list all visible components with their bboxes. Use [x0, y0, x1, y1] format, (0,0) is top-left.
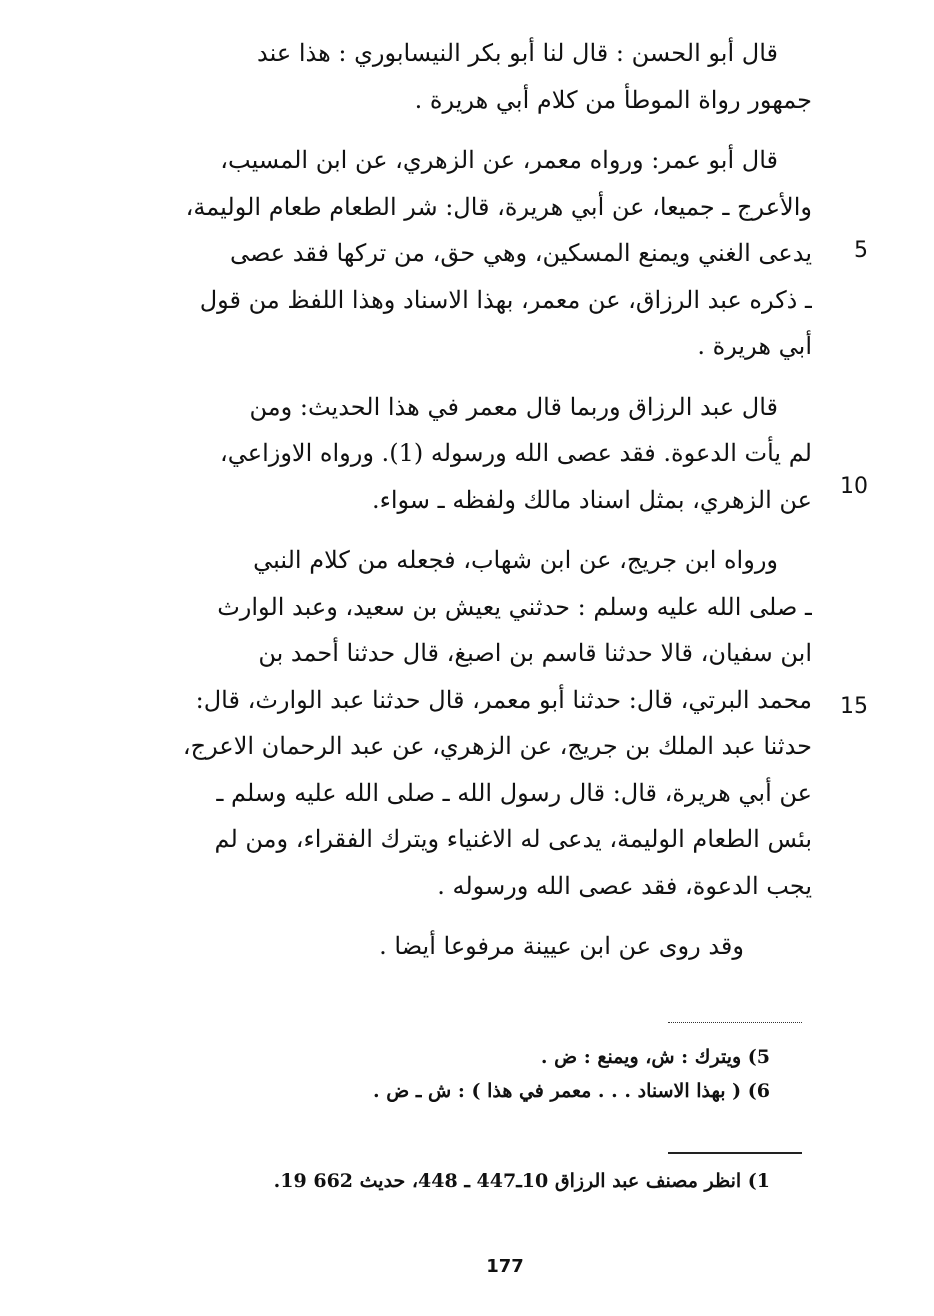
paragraph-3 — [160, 384, 812, 524]
page-number: 177 — [486, 1256, 524, 1277]
paragraph-5 — [160, 923, 812, 970]
line-number: 10 — [840, 474, 868, 499]
line-number: 15 — [840, 694, 868, 719]
text-line: لم يأت الدعوة. فقد عصى الله ورسوله (1). ورواه الاوزاعي، — [220, 439, 812, 467]
paragraph-4 — [160, 537, 812, 909]
text-line: قال عبد الرزاق وربما قال معمر في هذا الحديث: ومن — [249, 392, 778, 421]
text-line: ابن سفيان، قالا حدثنا قاسم بن اصبغ، قال حدثنا أحمد بن — [258, 639, 812, 667]
footnote: 1) انظر مصنف عبد الرزاق 10ـ447 ـ 448، حديث 662 19. — [273, 1170, 770, 1192]
text-line: ورواه ابن جريج، عن ابن شهاب، فجعله من كلام النبي — [253, 546, 778, 574]
text-line: قال أبو عمر: ورواه معمر، عن الزهري، عن ابن المسيب، — [220, 146, 778, 174]
text-line: وقد روى عن ابن عيينة مرفوعا أيضا . — [379, 932, 744, 960]
text-line: قال أبو الحسن : قال لنا أبو بكر النيسابوري : هذا عند — [257, 39, 778, 67]
text-line: يجب الدعوة، فقد عصى الله ورسوله . — [437, 871, 812, 900]
text-line: والأعرج ـ جميعا، عن أبي هريرة، قال: شر الطعام طعام الوليمة، — [185, 192, 812, 221]
variant-note: 6) ( بهذا الاسناد . . . معمر في هذا ) : ش ـ ض . — [373, 1080, 770, 1102]
text-line: محمد البرتي، قال: حدثنا أبو معمر، قال حدثنا عبد الوارث، قال: — [195, 685, 812, 714]
text-line: جمهور رواة الموطأ من كلام أبي هريرة . — [414, 85, 812, 114]
paragraph-1 — [160, 30, 812, 123]
paragraph-2 — [160, 137, 812, 370]
text-line: بئس الطعام الوليمة، يدعى له الاغنياء ويترك الفقراء، ومن لم — [214, 825, 812, 853]
main-text — [160, 30, 812, 984]
notes-divider — [668, 1022, 802, 1023]
text-line: حدثنا عبد الملك بن جريج، عن الزهري، عن عبد الرحمان الاعرج، — [182, 732, 812, 760]
line-number: 5 — [854, 238, 868, 263]
text-line: عن الزهري، بمثل اسناد مالك ولفظه ـ سواء. — [371, 485, 812, 514]
text-line: ـ صلى الله عليه وسلم : حدثني يعيش بن سعيد، وعبد الوارث — [217, 592, 812, 621]
text-line: يدعى الغني ويمنع المسكين، وهي حق، من تركها فقد عصى — [229, 239, 812, 267]
text-line: عن أبي هريرة، قال: قال رسول الله ـ صلى الله عليه وسلم ـ — [216, 778, 812, 807]
variant-note: 5) ويترك : ش، ويمنع : ض . — [540, 1046, 770, 1068]
text-line: ـ ذكره عبد الرزاق، عن معمر، بهذا الاسناد وهذا اللفظ من قول — [199, 285, 812, 314]
footnote-divider — [668, 1152, 802, 1154]
variant-notes — [200, 1040, 770, 1108]
text-line: أبي هريرة . — [697, 332, 812, 360]
